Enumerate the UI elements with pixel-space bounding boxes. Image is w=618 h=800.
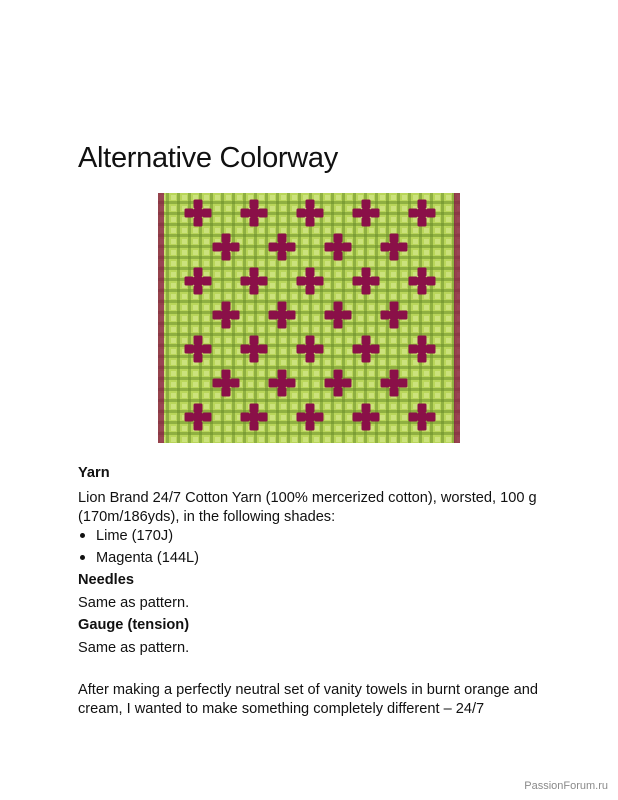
gauge-text: Same as pattern. [78,640,190,656]
yarn-heading: Yarn [78,465,110,481]
bullet-icon [80,555,85,560]
page-title: Alternative Colorway [78,142,338,174]
knit-swatch-image [158,193,460,443]
shade-list [78,525,199,569]
body-paragraph: After making a perfectly neutral set of vanity towels in burnt orange and cream, I wanted to make something completely different – 24/7 [78,682,538,717]
list-item [78,547,199,569]
needles-text: Same as pattern. [78,595,190,611]
yarn-description: Lion Brand 24/7 Cotton Yarn (100% mercerized cotton), worsted, 100 g (170m/186yds), in the following shades: [78,490,537,525]
shade-label: Lime (170J) [96,528,174,544]
gauge-heading: Gauge (tension) [78,617,190,633]
needles-heading: Needles [78,572,134,588]
list-item [78,525,199,547]
shade-label: Magenta (144L) [96,550,200,566]
bullet-icon [80,533,85,538]
watermark: PassionForum.ru [524,780,608,792]
